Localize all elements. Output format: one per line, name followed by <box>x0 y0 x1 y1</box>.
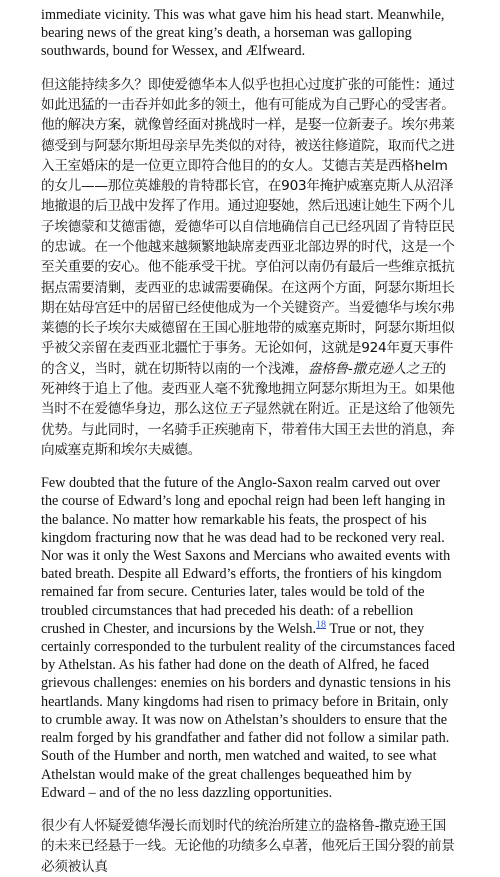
chinese-paragraph-2: 很少有人怀疑爱德华漫长而划时代的统治所建立的盎格鲁-撒克逊王国的未来已经悬于一线。无论他的功绩多么卓著，他死后王国分裂的前景必须被认真 <box>41 817 455 875</box>
english-text-segment: True or not, they certainly corresponded to the turbulent reality of the circumstances faced by Athelstan. As his father had done on the death of Alfred, he faced grievous challenges: enemies on his borders and dynastic tensions in his heartlands. Many kingdoms had risen to primacy before in Britain, only to crumble away. It was now on Athelstan’s shoulders to ensure that the realm forged by his grandfather and father did not follow a similar path. South of the Humber and north, men watched and waited, to see what Athelstan would make of the great challenges bequeathed him by Edward – and of the no less dazzling opportunities. <box>41 620 456 801</box>
footnote-link-18[interactable]: 18 <box>316 619 327 631</box>
italic-title-text: 盎格鲁-撒克逊人之王 <box>307 360 433 377</box>
english-paragraph-1: immediate vicinity. This was what gave him his head start. Meanwhile, bearing news of the great king’s death, a horseman was galloping southwards, bound for Wessex, and Ælfweard. <box>41 7 445 60</box>
chinese-text-segment: 的死神终于追上了他。麦西亚人毫不犹豫地拥立阿瑟尔斯坦为王。如果他当时不在爱德华身边，那么这位 <box>41 360 455 418</box>
english-text-segment: Few doubted that the future of the Anglo-Saxon realm carved out over the course of Edward’s long and epochal reign had been left hanging in the balance. No matter how remarkable his feats, the prospect of his kingdom fracturing now that he was dead had to be reckoned very real. Nor was it only the West Saxons and Mercians who awaited events with bated breath. Despite all Edward’s efforts, the frontiers of his kingdom remained far from secure. Centuries later, tales would be told of the troubled circumstances that had preceded his death: of a rebellion crushed in Chester, and incursions by the Welsh. <box>41 475 451 637</box>
chinese-text-segment: 但这能持续多久？即使爱德华本人似乎也担心过度扩张的可能性：通过如此迅猛的一击吞并如此多的领土，他有可能成为自己野心的受害者。他的解决方案，就像曾经面对挑战时一样，是娶一位新妻子。埃尔弗莱德受到与阿瑟尔斯坦母亲早先类似的对待，被送往修道院，取而代之进入王室婚床的是一位更立即符合他目的的女人。艾德吉芙是西格helm的女儿——那位英雄般的肯特郡长官，在903年掩护威塞克斯人从沼泽地撤退的后卫战中发挥了作用。通过迎娶她，然后迅速让她生下两个儿子埃德蒙和艾德雷德，爱德华可以自信地确信自己已经巩固了肯特臣民的忠诚。在一个他越来越频繁地缺席麦西亚北部边界的时代，这是一个至关重要的安心。他不能承受干扰。亨伯河以南仍有最后一些维京抵抗据点需要清剿，麦西亚的忠诚需要确保。在这两个方面，阿瑟尔斯坦长期在姑母宫廷中的居留已经使他成为一个关键资产。当爱德华与埃尔弗莱德的长子埃尔夫威德留在王国心脏地带的威塞克斯时，阿瑟尔斯坦似乎被父亲留在麦西亚北疆忙于事务。无论如何，这就是924年夏天事件的含义，当时，就在切斯特以南的一个浅滩， <box>41 76 455 377</box>
italic-prince-text: 王子 <box>227 401 255 418</box>
chinese-paragraph-1 <box>41 75 456 461</box>
chinese-text-segment: 显然就在附近。正是这给了他领先优势。与此同时，一名骑手正疾驰南下，带着伟大国王去世的消息，奔向威塞克斯和埃尔夫威德。 <box>41 401 455 458</box>
english-paragraph-2 <box>41 474 456 802</box>
